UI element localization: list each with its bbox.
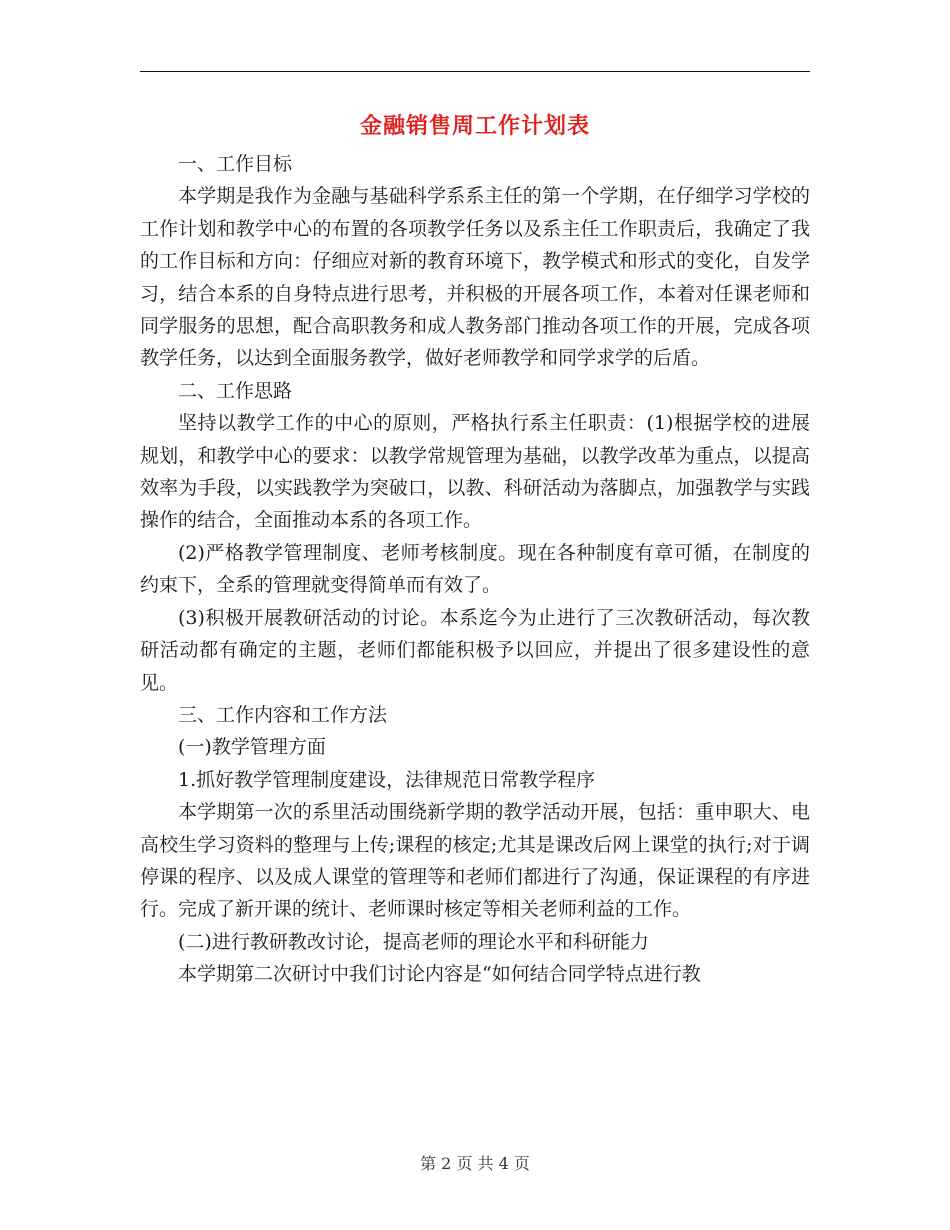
paragraph: 本学期第一次的系里活动围绕新学期的教学活动开展，包括：重申职大、电高校生学习资料的整理与上传;课程的核定;尤其是课改后网上课堂的执行;对于调停课的程序、以及成人课堂的管理等和老师们都进行了沟通，保证课程的有序进行。完成了新开课的统计、老师课时核定等相关老师利益的工作。 <box>140 801 810 921</box>
section-heading-goals: 一、工作目标 <box>178 153 293 175</box>
paragraph: (2)严格教学管理制度、老师考核制度。现在各种制度有章可循，在制度的约束下，全系的管理就变得简单而有效了。 <box>140 541 810 597</box>
page-number: 第 2 页 共 4 页 <box>420 1154 530 1173</box>
header-rule <box>140 71 810 72</box>
paragraph: (3)积极开展教研活动的讨论。本系迄今为止进行了三次教研活动，每次教研活动都有确定的主题，老师们都能积极予以回应，并提出了很多建设性的意见。 <box>140 606 810 694</box>
list-item-heading: 1.抓好教学管理制度建设，法律规范日常教学程序 <box>178 768 596 791</box>
section-heading-content: 三、工作内容和工作方法 <box>178 703 388 726</box>
section-heading-approach: 二、工作思路 <box>178 379 293 402</box>
document-body <box>140 148 810 991</box>
document-title: 金融销售周工作计划表 <box>359 113 590 139</box>
subsection-heading: (二)进行教研教改讨论，提高老师的理论水平和科研能力 <box>178 930 649 953</box>
paragraph: 本学期第二次研讨中我们讨论内容是“如何结合同学特点进行教 <box>178 963 701 986</box>
subsection-heading: (一)教学管理方面 <box>178 736 326 759</box>
paragraph: 本学期是我作为金融与基础科学系系主任的第一个学期，在仔细学习学校的工作计划和教学中心的布置的各项教学任务以及系主任工作职责后，我确定了我的工作目标和方向：仔细应对新的教育环境下，教学模式和形式的变化，自发学习，结合本系的自身特点进行思考，并积极的开展各项工作，本着对任课老师和同学服务的思想，配合高职教务和成人教务部门推动各项工作的开展，完成各项教学任务，以达到全面服务教学，做好老师教学和同学求学的后盾。 <box>140 185 810 370</box>
paragraph: 坚持以教学工作的中心的原则，严格执行系主任职责：(1)根据学校的进展规划，和教学中心的要求：以教学常规管理为基础，以教学改革为重点，以提高效率为手段，以实践教学为突破口，以教、科研活动为落脚点，加强教学与实践操作的结合，全面推动本系的各项工作。 <box>140 412 810 532</box>
